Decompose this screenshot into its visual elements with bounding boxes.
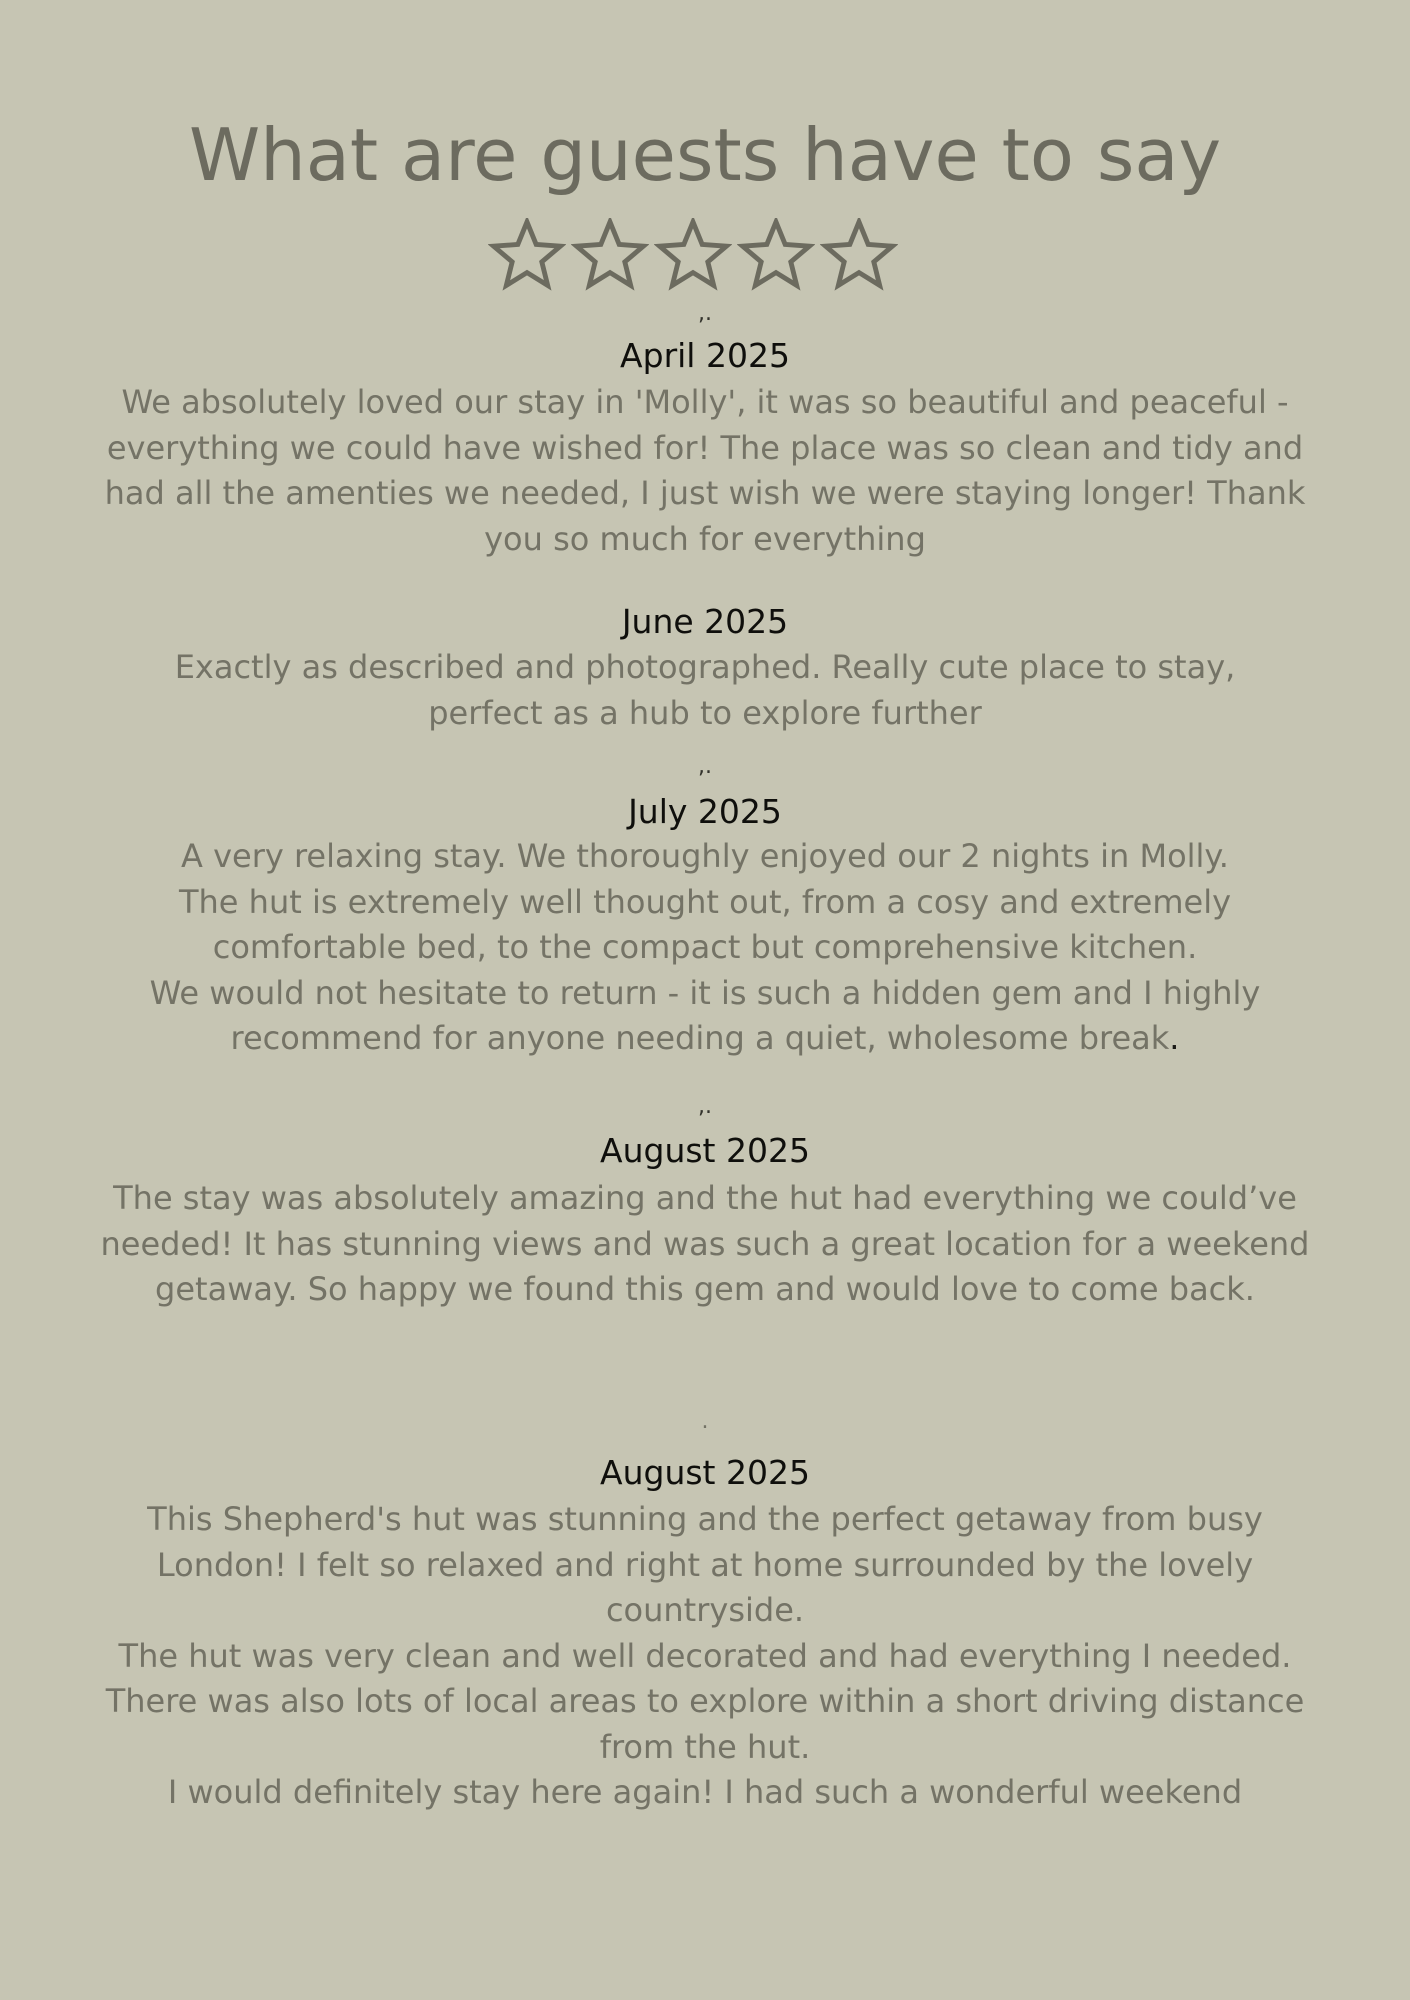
star-outline-icon [737,218,815,296]
review-paragraph-text: We would not hesitate to return - it is such a hidden gem and I highly recommend for anyone needing a quiet, wholesome break [149,973,1261,1057]
review-date: June 2025 [621,602,789,641]
review-paragraph: I would definitely stay here again! I had such a wonderful weekend [167,1773,1243,1811]
review-date: July 2025 [628,792,782,831]
review-paragraph: This Shepherd's hut was stunning and the perfect getaway from busy London! I felt so relaxed and right at home surrounded by the lovely countryside. [147,1500,1263,1629]
review-separator: ,. [698,1094,712,1119]
star-outline-icon [488,218,566,296]
star-outline-icon [571,218,649,296]
star-outline-icon [654,218,732,296]
review-text [100,1497,1310,1816]
review-paragraph: The hut is extremely well thought out, from a cosy and extremely comfortable bed, to the compact but comprehensive kitchen. [178,882,1232,966]
review-separator: ,. [698,301,712,326]
review-text [80,1176,1330,1313]
review-paragraph: A very relaxing stay. We thoroughly enjoyed our 2 nights in Molly. [181,837,1229,875]
rating-stars [488,218,908,298]
review-paragraph [130,971,1280,1062]
review-text [80,380,1330,562]
review-text [130,834,1280,1062]
review-date: August 2025 [600,1131,810,1170]
star-outline-icon [820,218,898,296]
review-text [140,645,1270,736]
review-paragraph: The stay was absolutely amazing and the hut had everything we could’ve needed! It has stunning views and was such a great location for a weekend getaway. So happy we found this gem and would love to come back. [100,1179,1310,1308]
review-paragraph: The hut was very clean and well decorated and had everything I needed. There was also lots of local areas to explore within a short driving distance from the hut. [105,1636,1305,1766]
review-trailing-mark: . [1169,1019,1180,1057]
review-separator: ,. [698,754,712,779]
review-paragraph: We absolutely loved our stay in 'Molly', it was so beautiful and peaceful - everything we could have wished for! The place was so clean and tidy and had all the amenties we needed, I just wish we were staying longer! Thank you so much for everything [104,383,1306,558]
review-separator: . [701,1409,709,1434]
review-date: August 2025 [600,1453,810,1492]
review-date: April 2025 [620,336,790,375]
page-title: What are guests have to say [188,113,1222,197]
review-paragraph: Exactly as described and photographed. Really cute place to stay, perfect as a hub to explore further [174,648,1236,732]
